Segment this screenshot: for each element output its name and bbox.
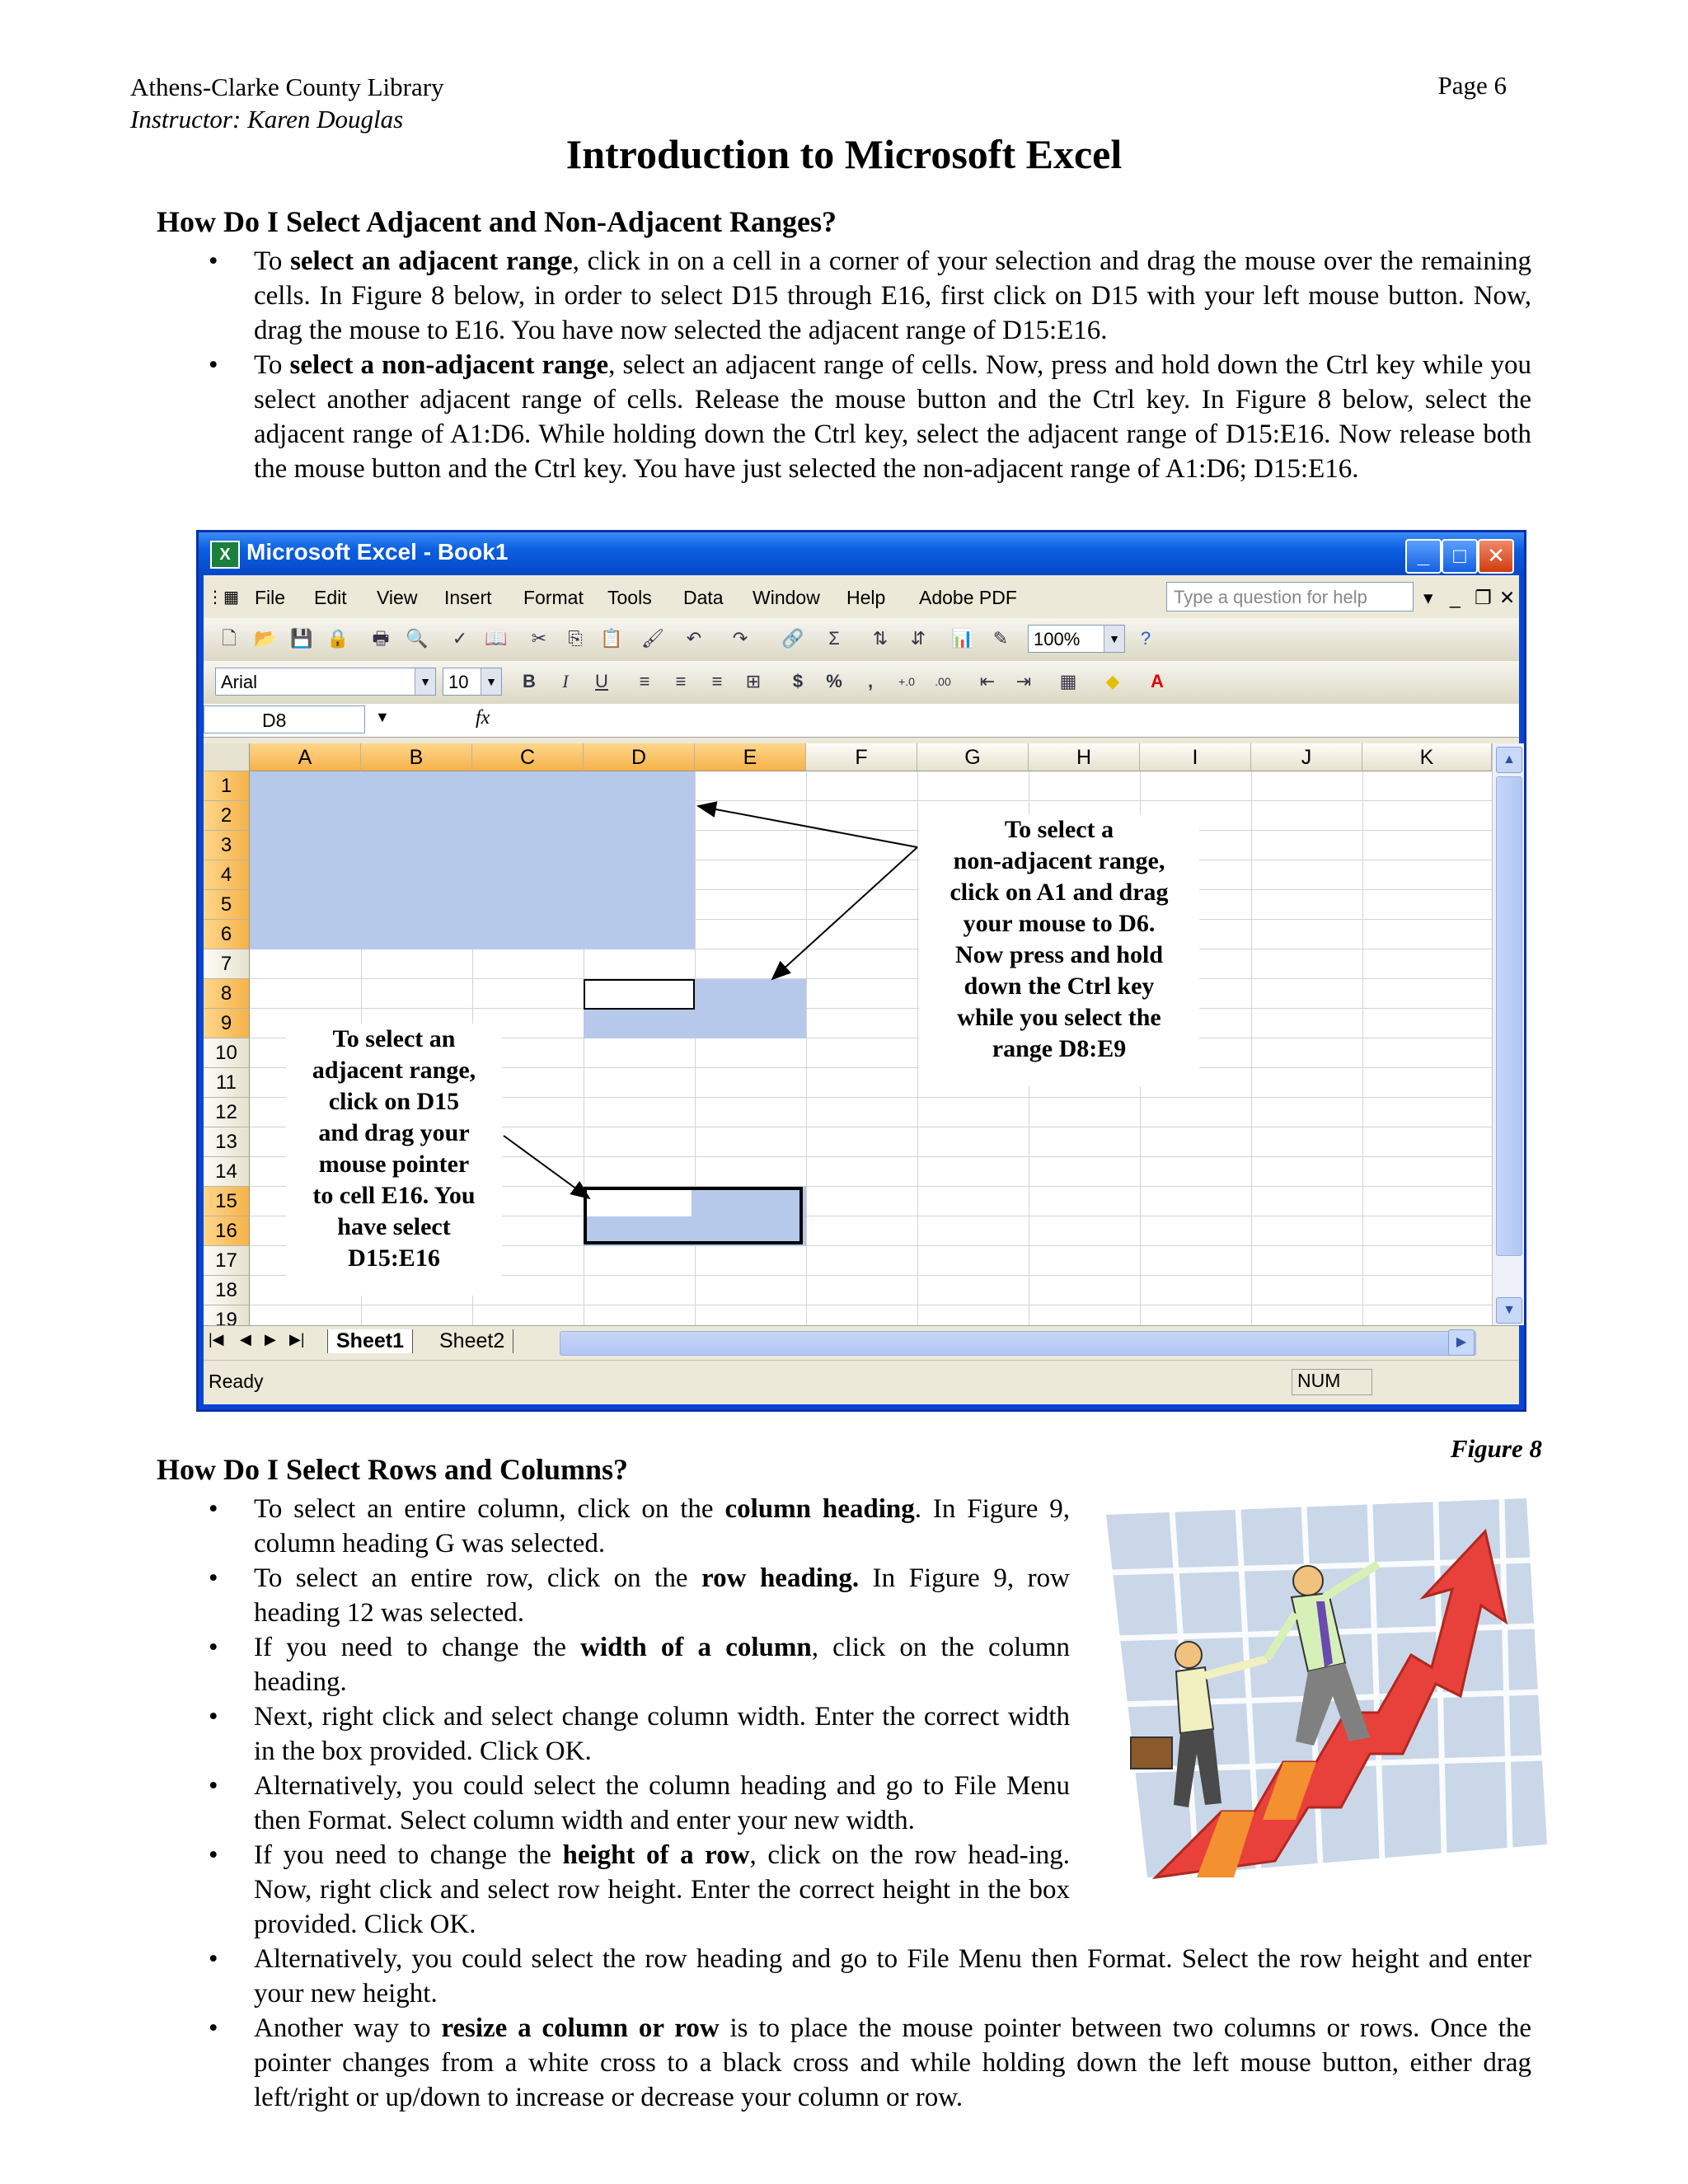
decrease-decimal-icon[interactable]: .00 — [935, 675, 951, 688]
row-header-4[interactable]: 4 — [204, 860, 250, 890]
align-right-icon[interactable]: ≡ — [711, 671, 723, 691]
formatting-toolbar — [204, 661, 1519, 705]
row-header-12[interactable]: 12 — [204, 1098, 250, 1127]
row-header-15[interactable]: 15 — [204, 1187, 250, 1216]
help-search-input[interactable]: Type a question for help — [1166, 582, 1414, 612]
minimize-icon[interactable]: _ — [1405, 539, 1442, 574]
row-header-17[interactable]: 17 — [204, 1246, 250, 1276]
menu-insert[interactable]: Insert — [444, 587, 492, 608]
borders-icon[interactable]: ▦ — [1059, 671, 1077, 691]
list-item: • If you need to change the height of a row, click on the row head-ing. Now, right click and select row height. Enter the correct height in the box provided. Click OK. — [130, 1838, 1070, 1942]
tab-scroll-last-icon[interactable]: ▶| — [289, 1331, 305, 1347]
title-bar — [199, 532, 1524, 575]
column-header-D[interactable]: D — [584, 743, 695, 771]
section2-list-top — [130, 1492, 1070, 1942]
row-header-10[interactable]: 10 — [204, 1038, 250, 1068]
menu-file[interactable]: File — [255, 587, 286, 608]
column-header-B[interactable]: B — [361, 743, 472, 771]
column-header-G[interactable]: G — [917, 743, 1029, 771]
menu-tools[interactable]: Tools — [607, 587, 652, 608]
undo-icon[interactable]: ↶ — [686, 628, 702, 649]
callout-adjacent: To select an adjacent range, click on D15 and drag your mouse pointer to cell E16. You have select D15:E16 — [286, 1024, 502, 1296]
menu-format[interactable]: Format — [523, 587, 584, 608]
scroll-down-icon[interactable]: ▼ — [1496, 1297, 1522, 1324]
menu-data[interactable]: Data — [683, 587, 724, 608]
excel-window-figure — [196, 530, 1526, 1412]
section1-heading: How Do I Select Adjacent and Non-Adjacent Ranges? — [157, 205, 837, 238]
column-header-C[interactable]: C — [472, 743, 584, 771]
maximize-icon[interactable]: □ — [1442, 539, 1478, 574]
row-header-16[interactable]: 16 — [204, 1216, 250, 1246]
menu-adobe-pdf[interactable]: Adobe PDF — [919, 587, 1017, 608]
list-item: • If you need to change the width of a column, click on the column heading. — [130, 1630, 1070, 1699]
instructor: Instructor: Karen Douglas — [130, 105, 404, 134]
section1-list — [130, 244, 1531, 486]
list-item: • To select a non-adjacent range, select an adjacent range of cells. Now, press and hold down the Ctrl key while you select another adjacent range of cells. Release the mouse button and the Ctrl key. In Figure 8 below, select the adjacent range of A1:D6. While holding down the Ctrl key, select the adjacent range of D15:E16. Now release both the mouse button and the Ctrl key. You have just selected the non-adjacent range of A1:D6; D15:E16. — [130, 348, 1531, 486]
font-select[interactable]: Arial ▼ — [215, 668, 436, 696]
chevron-down-icon[interactable]: ▼ — [415, 668, 435, 695]
row-header-11[interactable]: 11 — [204, 1068, 250, 1098]
align-center-icon[interactable]: ≡ — [675, 671, 687, 691]
workbook-icon: ⋮▦ — [207, 588, 239, 607]
menu-edit[interactable]: Edit — [314, 587, 347, 608]
list-item: • To select an adjacent range, click in on a cell in a corner of your selection and drag the mouse over the remaining cells. In Figure 8 below, in order to select D15 through E16, first click on D15 with your left mouse button. Now, drag the mouse to E16. You have now selected the adjacent range of D15:E16. — [130, 244, 1531, 348]
name-box-dropdown-icon[interactable]: ▼ — [375, 709, 390, 725]
research-icon[interactable]: 📖 — [485, 628, 508, 649]
teamwork-clipart — [1098, 1498, 1551, 1886]
row-header-19[interactable]: 19 — [204, 1305, 250, 1325]
tab-scroll-first-icon[interactable]: |◀ — [209, 1331, 224, 1347]
scroll-up-icon[interactable]: ▲ — [1496, 747, 1522, 773]
underline-icon[interactable]: U — [595, 671, 608, 691]
increase-decimal-icon[interactable]: +.0 — [898, 675, 915, 688]
increase-indent-icon[interactable]: ⇥ — [1015, 671, 1032, 691]
permission-icon[interactable]: 🔒 — [326, 628, 349, 649]
name-box[interactable]: D8 — [204, 705, 365, 733]
section2-list-bottom — [130, 1942, 1531, 2115]
list-item: • Next, right click and select change column width. Enter the correct width in the box provided. Click OK. — [130, 1699, 1070, 1769]
autosum-icon[interactable]: Σ — [828, 628, 840, 649]
drawing-icon[interactable]: ✎ — [992, 628, 1009, 649]
column-header-H[interactable]: H — [1029, 743, 1140, 771]
redo-icon[interactable]: ↷ — [732, 628, 748, 649]
column-header-I[interactable]: I — [1140, 743, 1251, 771]
standard-toolbar — [204, 618, 1519, 662]
excel-body — [204, 575, 1519, 1404]
row-header-7[interactable]: 7 — [204, 949, 250, 979]
page-header-left — [130, 71, 444, 135]
decrease-indent-icon[interactable]: ⇤ — [979, 671, 996, 691]
list-item: • Alternatively, you could select the row heading and go to File Menu then Format. Select the row height and enter your new height. — [130, 1942, 1531, 2011]
percent-icon[interactable]: % — [826, 671, 842, 691]
tab-sheet1[interactable]: Sheet1 — [327, 1329, 413, 1353]
fill-color-icon[interactable]: ◆ — [1105, 671, 1120, 691]
cut-icon[interactable]: ✂ — [531, 628, 547, 649]
horizontal-scrollbar[interactable] — [560, 1331, 1476, 1356]
worksheet-grid[interactable] — [204, 743, 1492, 1325]
window-title: Microsoft Excel - Book1 — [246, 539, 509, 565]
column-header-J[interactable]: J — [1251, 743, 1362, 771]
tab-scroll-prev-icon[interactable]: ◀ — [240, 1331, 251, 1347]
copy-icon[interactable]: ⎘ — [568, 628, 583, 649]
callout-nonadjacent: To select a non-adjacent range, click on A1 and drag your mouse to D6. Now press and hold down the Ctrl key while you select the range D8:E9 — [919, 814, 1199, 1086]
align-left-icon[interactable]: ≡ — [639, 671, 650, 691]
list-item: • To select an entire column, click on the column heading. In Figure 9, column heading G was selected. — [130, 1492, 1070, 1561]
new-icon[interactable]: 🗋 — [222, 628, 237, 649]
row-header-3[interactable]: 3 — [204, 831, 250, 860]
column-header-A[interactable]: A — [250, 743, 361, 771]
print-icon[interactable]: 🖶 — [372, 628, 390, 649]
status-num: NUM — [1292, 1369, 1372, 1395]
excel-app-icon: X — [210, 541, 240, 569]
document-title: Introduction to Microsoft Excel — [565, 131, 1123, 177]
figure-caption: Figure 8 — [1450, 1434, 1542, 1463]
status-ready: Ready — [209, 1371, 264, 1392]
chevron-down-icon[interactable]: ▼ — [481, 668, 501, 695]
menu-window[interactable]: Window — [753, 587, 820, 608]
status-bar — [204, 1360, 1519, 1404]
print-preview-icon[interactable]: 🔍 — [406, 628, 429, 649]
row-header-5[interactable]: 5 — [204, 890, 250, 920]
format-painter-icon[interactable]: 🖌 — [641, 628, 664, 649]
menu-bar — [204, 575, 1519, 618]
sheet-tab-bar — [204, 1325, 1519, 1359]
row-header-8[interactable]: 8 — [204, 979, 250, 1009]
comma-icon[interactable]: , — [867, 671, 874, 691]
column-header-F[interactable]: F — [806, 743, 917, 771]
menu-view[interactable]: View — [377, 587, 418, 608]
tab-scroll-next-icon[interactable]: ▶ — [265, 1331, 276, 1347]
callout-arrows — [204, 743, 1492, 1325]
save-icon[interactable]: 💾 — [290, 628, 313, 649]
section2-heading: How Do I Select Rows and Columns? — [157, 1453, 629, 1486]
scroll-right-icon[interactable]: ▶ — [1448, 1329, 1475, 1356]
merge-center-icon[interactable]: ⊞ — [745, 671, 762, 691]
doc-minimize-icon[interactable]: _ — [1450, 587, 1461, 608]
open-icon[interactable]: 📂 — [254, 628, 277, 649]
help-icon[interactable]: ? — [1140, 628, 1151, 649]
close-icon[interactable]: ✕ — [1478, 539, 1514, 574]
row-header-14[interactable]: 14 — [204, 1157, 250, 1187]
formula-bar — [204, 704, 1519, 738]
currency-icon[interactable]: $ — [792, 671, 804, 691]
paste-icon[interactable]: 📋 — [600, 628, 623, 649]
list-item: • Another way to resize a column or row is to place the mouse pointer between two columns or rows. Once the pointer changes from a white cross to a black cross and while holding down the left mouse button, either drag left/right or up/down to increase or decrease your column or row. — [130, 2011, 1531, 2115]
row-header-13[interactable]: 13 — [204, 1127, 250, 1157]
bold-icon[interactable]: B — [523, 671, 536, 691]
scroll-thumb[interactable] — [1496, 776, 1522, 1256]
row-header-6[interactable]: 6 — [204, 920, 250, 949]
font-size-select[interactable]: 10 ▼ — [443, 668, 502, 696]
chevron-down-icon[interactable]: ▼ — [1104, 626, 1124, 652]
page-number: Page 6 — [1437, 71, 1507, 100]
doc-restore-icon[interactable]: ❐ — [1475, 587, 1492, 608]
row-header-1[interactable]: 1 — [204, 771, 250, 801]
vertical-scrollbar[interactable] — [1492, 743, 1525, 1325]
spelling-icon[interactable]: ✓ — [452, 628, 468, 649]
list-item: • Alternatively, you could select the column heading and go to File Menu then Format. Select column width and enter your new width. — [130, 1769, 1070, 1838]
row-header-9[interactable]: 9 — [204, 1009, 250, 1038]
row-header-2[interactable]: 2 — [204, 801, 250, 831]
sort-ascending-icon[interactable]: ⇅ — [872, 628, 889, 649]
column-header-K[interactable]: K — [1362, 743, 1492, 771]
function-icon[interactable]: fx — [476, 707, 490, 729]
list-item: • To select an entire row, click on the row heading. In Figure 9, row heading 12 was selected. — [130, 1561, 1070, 1630]
hyperlink-icon[interactable]: 🔗 — [781, 628, 804, 649]
font-color-icon[interactable]: A — [1151, 671, 1164, 691]
menu-help[interactable]: Help — [846, 587, 886, 608]
org-name: Athens-Clarke County Library — [130, 73, 444, 101]
tab-sheet2[interactable]: Sheet2 — [431, 1329, 513, 1353]
chart-wizard-icon[interactable]: 📊 — [951, 628, 974, 649]
italic-icon[interactable]: I — [562, 671, 569, 691]
help-dropdown-icon[interactable]: ▾ — [1423, 587, 1433, 608]
doc-close-icon[interactable]: ✕ — [1499, 587, 1516, 608]
zoom-select[interactable]: 100% ▼ — [1028, 625, 1125, 653]
column-header-E[interactable]: E — [695, 743, 806, 771]
row-header-18[interactable]: 18 — [204, 1276, 250, 1305]
sort-descending-icon[interactable]: ⇵ — [910, 628, 926, 649]
